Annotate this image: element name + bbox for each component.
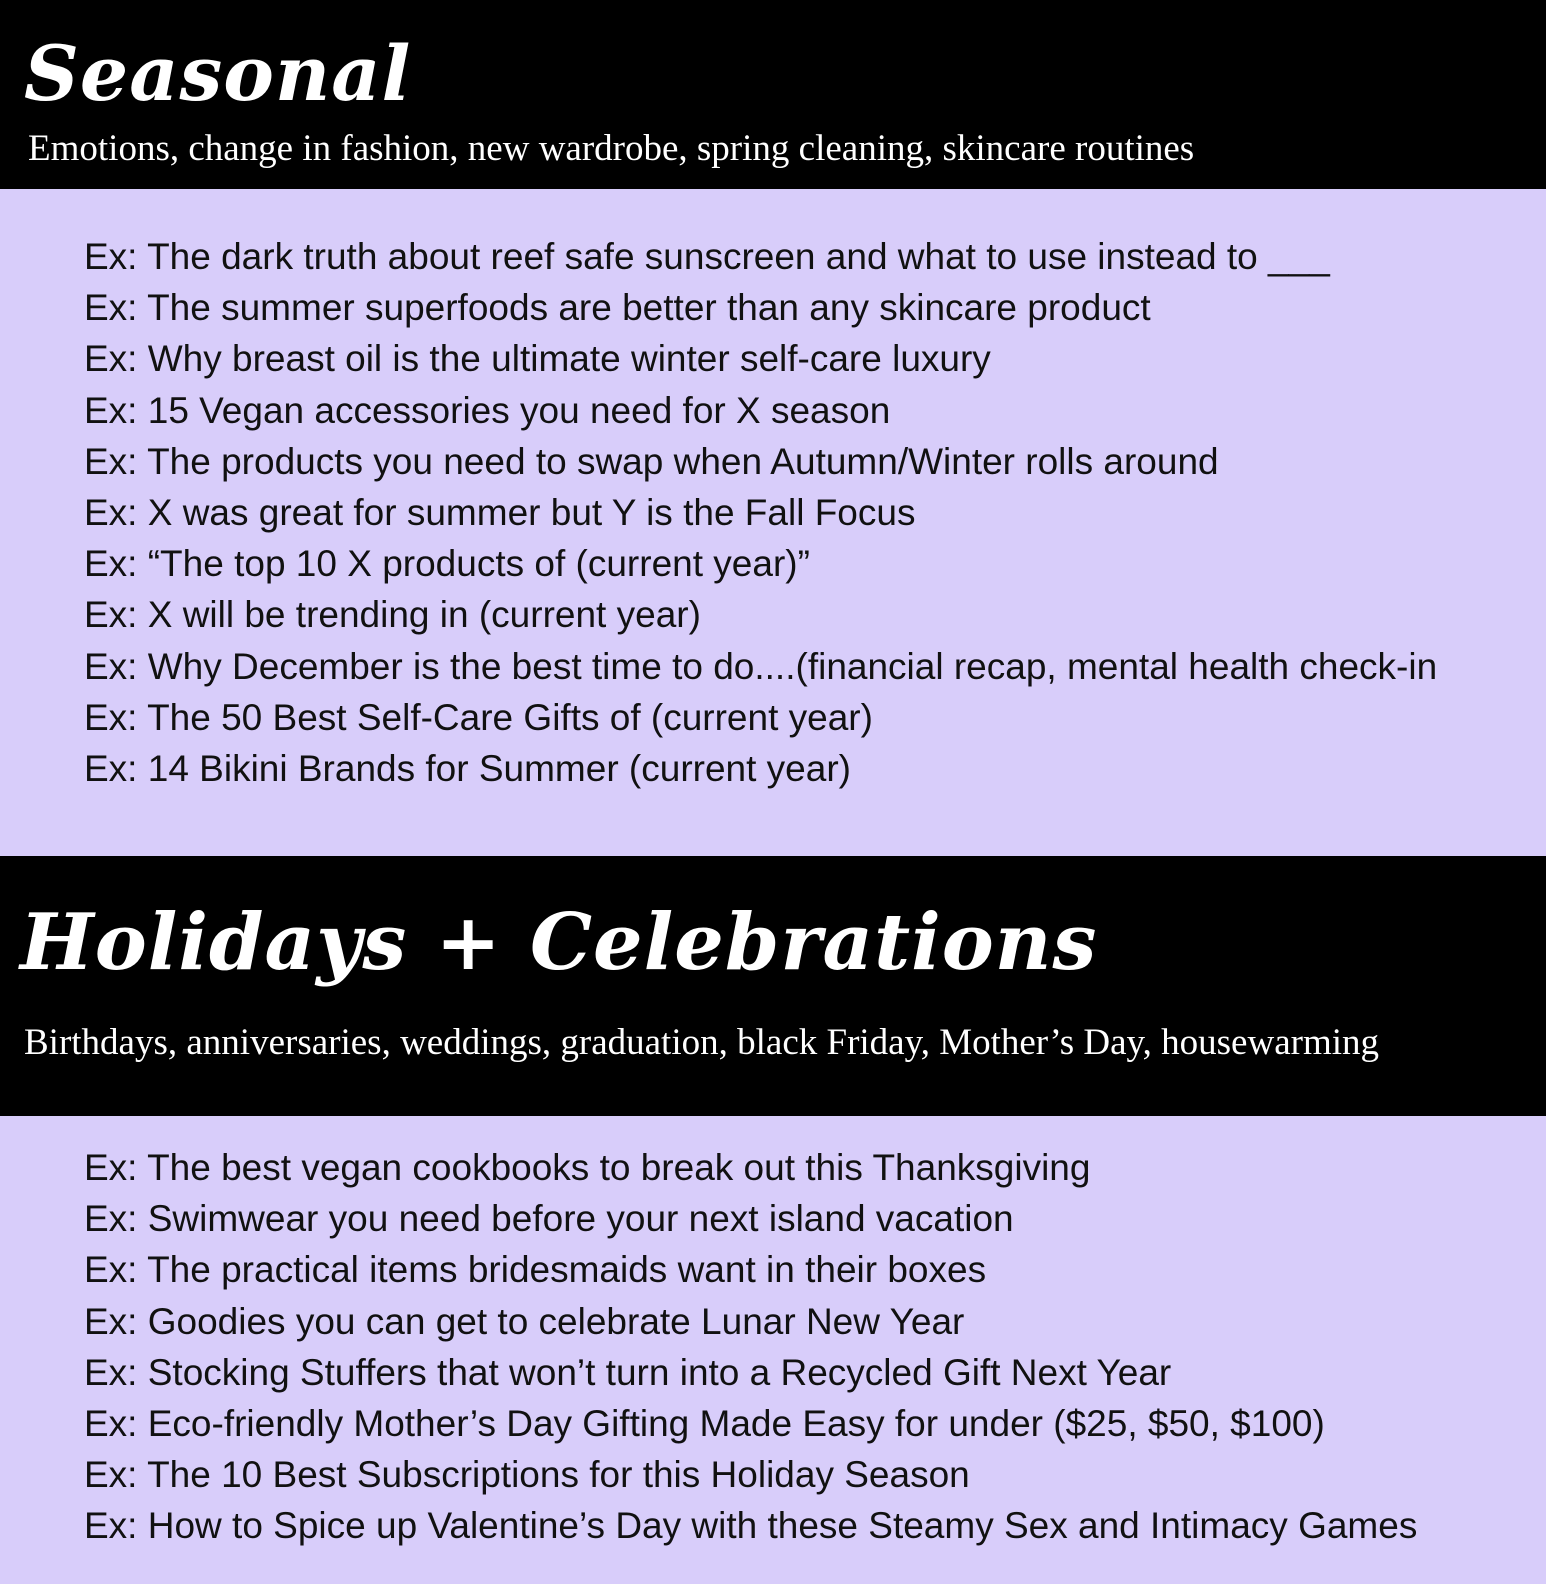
- list-item: Ex: “The top 10 X products of (current year)”: [84, 543, 810, 585]
- seasonal-heading: Seasonal: [24, 29, 412, 118]
- seasonal-header-band: [0, 0, 1546, 189]
- list-item: Ex: Why December is the best time to do....(financial recap, mental health check-in: [84, 645, 1438, 687]
- list-item: Ex: The 10 Best Subscriptions for this Holiday Season: [84, 1454, 970, 1496]
- holidays-example-list: [84, 1142, 1417, 1552]
- list-item: Ex: X was great for summer but Y is the Fall Focus: [84, 491, 916, 533]
- holidays-subheading: Birthdays, anniversaries, weddings, graduation, black Friday, Mother’s Day, housewarming: [24, 1022, 1379, 1063]
- list-item: Ex: 15 Vegan accessories you need for X season: [84, 389, 891, 431]
- list-item: Ex: The products you need to swap when Autumn/Winter rolls around: [84, 440, 1219, 482]
- list-item: Ex: The practical items bridesmaids want in their boxes: [84, 1249, 987, 1291]
- list-item: Ex: Goodies you can get to celebrate Lunar New Year: [84, 1300, 965, 1342]
- list-item: Ex: 14 Bikini Brands for Summer (current year): [84, 747, 851, 789]
- list-item: Ex: The summer superfoods are better than any skincare product: [84, 287, 1151, 329]
- seasonal-subheading: Emotions, change in fashion, new wardrobe, spring cleaning, skincare routines: [28, 128, 1195, 169]
- seasonal-example-list: [84, 231, 1437, 794]
- list-item: Ex: Stocking Stuffers that won’t turn into a Recycled Gift Next Year: [84, 1351, 1172, 1393]
- list-item: Ex: Eco-friendly Mother’s Day Gifting Made Easy for under ($25, $50, $100): [84, 1402, 1325, 1444]
- list-item: Ex: Swimwear you need before your next island vacation: [84, 1198, 1014, 1240]
- holidays-header-band: [0, 856, 1546, 1116]
- list-item: Ex: How to Spice up Valentine’s Day with these Steamy Sex and Intimacy Games: [84, 1505, 1418, 1547]
- holidays-heading: Holidays + Celebrations: [20, 897, 1098, 988]
- list-item: Ex: X will be trending in (current year): [84, 594, 701, 636]
- list-item: Ex: The dark truth about reef safe sunscreen and what to use instead to ___: [84, 236, 1330, 277]
- list-item: Ex: The best vegan cookbooks to break out this Thanksgiving: [84, 1147, 1091, 1188]
- list-item: Ex: The 50 Best Self-Care Gifts of (current year): [84, 696, 873, 738]
- list-item: Ex: Why breast oil is the ultimate winter self-care luxury: [84, 338, 991, 380]
